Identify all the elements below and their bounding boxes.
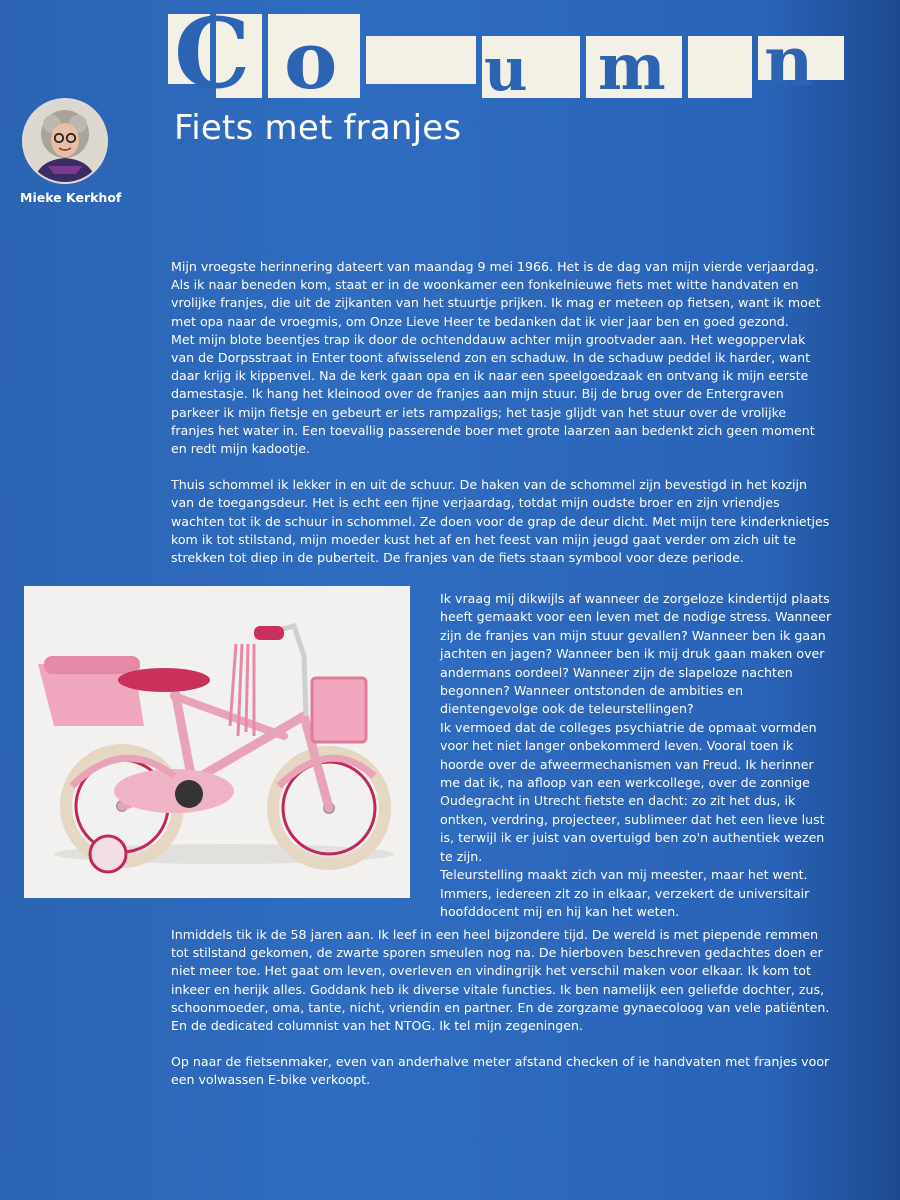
paragraph: Thuis schommel ik lekker in en uit de schuur. De haken van de schommel zijn bevestigd in het kozijn van de toegangsdeur. Het is echt een fijne verjaardag, totdat mijn oudste broer en zijn vriendjes wachten tot ik de schuur in schommel. Ze doen voor de grap de deur dicht. Met mijn tere kinderknietjes kom ik tot stilstand, mijn moeder kust het af en het feest van mijn jeugd gaat verder om zich uit te strekken tot diep in de puberteit. De franjes van de fiets staan symbool voor deze periode. [171,477,830,566]
paragraph: Met mijn blote beentjes trap ik door de ochtenddauw achter mijn grootvader aan. Het wegoppervlak van de Dorpsstraat in Enter toont afwisselend zon en schaduw. In de schaduw peddel ik harder, want daar krijg ik kippenvel. Na de kerk gaan opa en ik naar een speelgoedzaak en ontvang ik mijn eerste damestasje. Ik hang het kleinood over de franjes aan mijn stuur. Bij de brug over de Entergraven parkeer ik mijn fietsje en gebeurt er iets rampzaligs; het tasje glijdt van het stuur over de vrolijke franjes het water in. Een toevallig passerende boer met grote laarzen aan bedenkt zich geen moment en redt mijn kadootje. [171,331,815,457]
paragraph: Mijn vroegste herinnering dateert van maandag 9 mei 1966. Het is de dag van mijn vierde verjaardag. Als ik naar beneden kom, staat er in de woonkamer een fonkelnieuwe fiets met witte handvaten en vrolijke franjes, die uit de zijkanten van het stuurtje prijken. Ik mag er meteen op fietsen, want ik moet met opa naar de vroegmis, om Onze Lieve Heer te bedanken dat ik vier jaar ben en goed gezond. [171,259,821,329]
article-body-right [440,590,836,921]
masthead-letter: m [598,30,666,105]
masthead-letter: o [284,13,338,107]
column-masthead [168,0,844,110]
paragraph: Ik vermoed dat de colleges psychiatrie de opmaat vormden voor het niet langer onbekommerd leven. Vooral toen ik hoorde over de afweermechanismen van Freud. Ik herinner me dat ik, na afloop van een werkcollege, over de zonnige Oudegracht in Utrecht fietste en dacht: zo zit het dus, ik ontken, verdring, projecteer, sublimeer dat het een lieve lust is, terwijl ik er juist van overtuigd ben zo'n authentiek wezen te zijn. [440,719,825,864]
author-photo [22,98,108,184]
masthead-block [688,36,752,98]
article-body-top [171,258,831,567]
masthead-letter: n [764,22,814,102]
page-title: Fiets met franjes [174,108,462,148]
paragraph: Ik vraag mij dikwijls af wanneer de zorgeloze kindertijd plaats heeft gemaakt voor een leven met de nodige stress. Wanneer zijn de franjes van mijn stuur gevallen? Wanneer ben ik gaan jachten en jagen? Wanneer ben ik mij druk gaan maken over andermans oordeel? Wanneer zijn de slapeloze nachten begonnen? Wanneer ontstonden de ambities en dientengevolge ook de teleurstellingen? [440,591,832,717]
paragraph: Inmiddels tik ik de 58 jaren aan. Ik leef in een heel bijzondere tijd. De wereld is met piepende remmen tot stilstand gekomen, de zwarte sporen smeulen nog na. De hierboven beschreven gedachtes doen er niet meer toe. Het gaat om leven, overleven en vindingrijk het verschil maken voor elkaar. Ik kom tot inkeer en herijk alles. Goddank heb ik diverse vitale functies. Ik ben namelijk een geliefde dochter, zus, schoonmoeder, oma, tante, nicht, vriendin en partner. En de zorgzame gynaecoloog van vele patiënten. En de dedicated columnist van het NTOG. Ik tel mijn zegeningen. [171,927,830,1034]
pink-childrens-bicycle-icon [24,586,410,898]
paragraph: Op naar de fietsenmaker, even van anderhalve meter afstand checken of ie handvaten met franjes voor een volwassen E-bike verkoopt. [171,1054,830,1088]
portrait-icon [24,100,106,182]
paragraph: Teleurstelling maakt zich van mij meester, maar het went. Immers, iedereen zit zo in elkaar, verzekert de universitair hoofddocent mij en hij kan het weten. [440,867,810,919]
author-name: Mieke Kerkhof [20,190,122,205]
bicycle-photo [24,586,410,898]
article-body-bottom [171,926,831,1090]
masthead-block [366,36,476,84]
masthead-letter: C [174,0,251,110]
masthead-letter: u [484,35,528,105]
